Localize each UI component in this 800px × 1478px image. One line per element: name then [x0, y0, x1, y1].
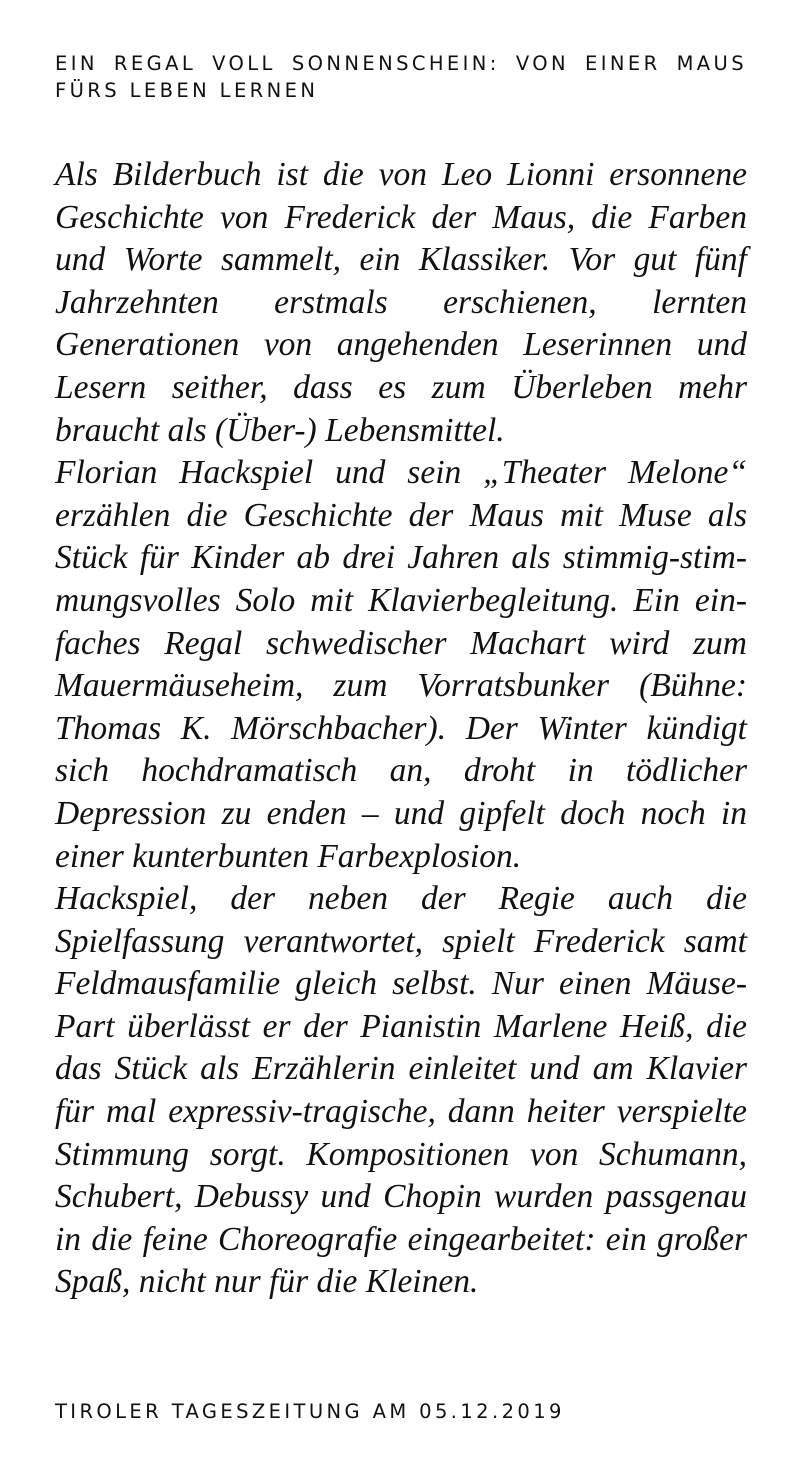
article-source: TIROLER TAGESZEITUNG AM 05.12.2019: [55, 1400, 565, 1423]
article-paragraph-3: Hackspiel, der neben der Regie auch die Spielfassung verantwortet, spielt Frederick samt Feldmausfamilie gleich selbst. Nur einen Mäuse-Part überlässt er der Pianistin Marlene Heiß, die das Stück als Erzählerin einleitet und am Klavier für mal expressiv-tragische, dann heiter verspielte Stimmung sorgt. Kompositionen von Schumann, Schubert, Debussy und Chopin wurden passgenau in die feine Choreografie eingearbeitet: ein großer Spaß, nicht nur für die Kleinen.: [55, 880, 747, 1301]
article-paragraph-2: Florian Hackspiel und sein „Theater Melone“ erzählen die Geschichte der Maus mit Muse als Stück für Kinder ab drei Jahren als stimmig-stimmungsvolles Solo mit Klavierbegleitung. Ein einfaches Regal schwedischer Machart wird zum Mauermäuseheim, zum Vorratsbunker (Bühne: Thomas K. Mörschbacher). Der Winter kündigt sich hochdramatisch an, droht in tödlicher Depression zu enden – und gipfelt doch noch in einer kunterbunten Farbexplosion.: [55, 454, 747, 875]
article-headline: EIN REGAL VOLL SONNENSCHEIN: VON EINER MAUS FÜRS LEBEN LERNEN: [55, 52, 747, 102]
article-paragraph-1: Als Bilderbuch ist die von Leo Lionni ersonnene Geschichte von Frederick der Maus, die Farben und Worte sammelt, ein Klassiker. Vor gut fünf Jahrzehnten erstmals erschienen, lernten Generationen von angehenden Leserinnen und Lesern seither, dass es zum Überleben mehr braucht als (Über-) Lebensmittel.: [55, 156, 747, 449]
article-body: [55, 154, 747, 1304]
